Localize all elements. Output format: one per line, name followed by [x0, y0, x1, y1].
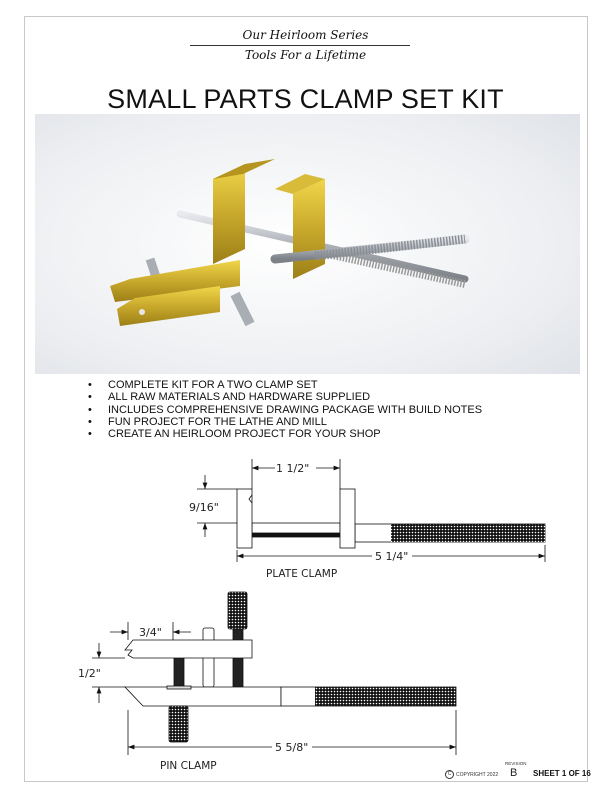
plate-clamp-drawing [197, 459, 545, 562]
feature-item: • FUN PROJECT FOR THE LATHE AND MILL [88, 416, 482, 428]
copyright-text: COPYRIGHT 2022 [456, 771, 499, 778]
pin-length-dimension: 5 5/8" [275, 741, 309, 754]
plate-jaw-gap-dimension: 1 1/2" [276, 462, 310, 475]
pin-height-dimension: 1/2" [78, 667, 101, 680]
copyright-icon: C [445, 770, 454, 779]
revision-value: B [510, 767, 518, 779]
feature-item: • ALL RAW MATERIALS AND HARDWARE SUPPLIED [88, 391, 482, 403]
feature-item: • INCLUDES COMPREHENSIVE DRAWING PACKAGE WITH BUILD NOTES [88, 404, 482, 416]
series-subtitle: Tools For a Lifetime [244, 48, 367, 62]
plate-clamp-label: PLATE CLAMP [266, 568, 338, 580]
pin-clamp-drawing [92, 592, 456, 755]
plate-height-dimension: 9/16" [189, 501, 219, 514]
pin-clamp-label: PIN CLAMP [160, 760, 217, 772]
feature-item: • COMPLETE KIT FOR A TWO CLAMP SET [88, 379, 482, 391]
sheet-number: SHEET 1 OF 16 [533, 769, 591, 778]
series-title: Our Heirloom Series [242, 28, 369, 42]
revision-label: REVISION [505, 761, 527, 766]
page-title: SMALL PARTS CLAMP SET KIT [107, 84, 504, 114]
feature-item: • CREATE AN HEIRLOOM PROJECT FOR YOUR SHOP [88, 428, 482, 440]
pin-jaw-dimension: 3/4" [139, 626, 162, 639]
copyright-notice [445, 770, 498, 779]
plate-length-dimension: 5 1/4" [375, 550, 409, 563]
